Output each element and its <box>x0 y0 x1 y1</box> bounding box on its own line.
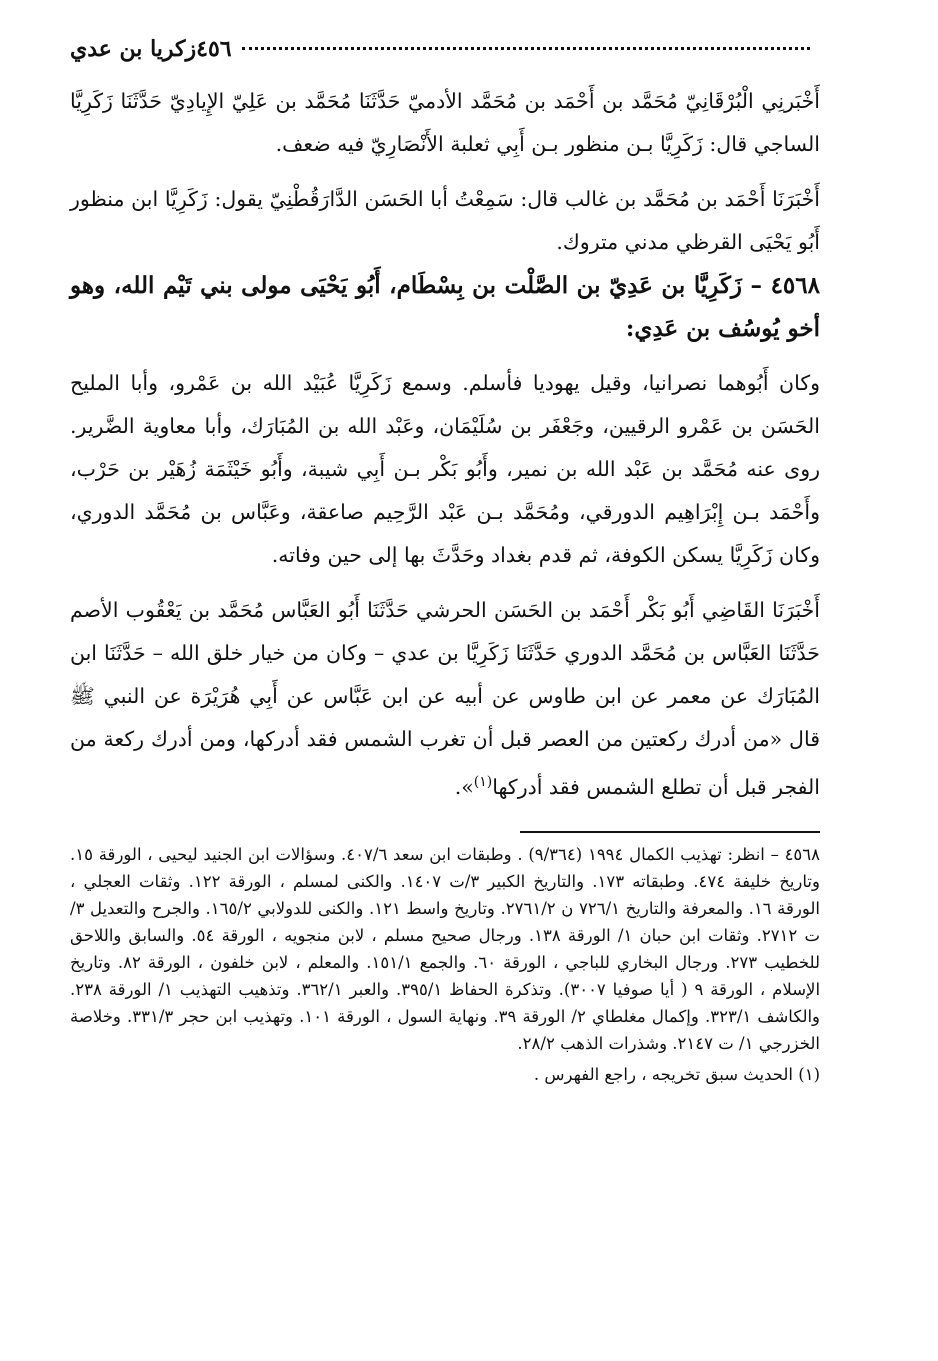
footnotes <box>70 841 820 1088</box>
page-header <box>70 36 820 80</box>
footnote-hadith: (١) الحديث سبق تخريجه ، راجع الفهرس . <box>533 1064 820 1084</box>
paragraph-4-end: ». <box>454 774 474 799</box>
paragraph-1: أَخْبَرنِي الْبُرْقَانِيّ مُحَمَّد بن أَحْمَد بن مُحَمَّد الأدميّ حَدَّثَنَا مُحَمَّد بن عَلِيّ الإِيادِيّ حَدَّثَنَا زَكَرِيَّا الساجي قال: زَكَرِيَّا بـن منظور بـن أَبِي ثعلبة الأَنْصَارِيّ فيه ضعف. <box>70 89 820 156</box>
entry-heading: ٤٥٦٨ – زَكَرِيَّا بن عَدِيّ بن الصَّلْت بن بِسْطَام، أَبُو يَحْيَى مولى بني تَيْم الله، وهو أخو يُوسُف بن عَدِي: <box>70 272 820 342</box>
page-number: ٤٥٦ <box>196 36 232 62</box>
paragraph-4 <box>70 589 820 809</box>
footnote-reference: (١) <box>473 774 493 790</box>
paragraph-3: وكان أَبُوهما نصرانيا، وقيل يهوديا فأسلم. وسمع زَكَرِيَّا عُبَيْد الله بن عَمْرو، وأبا المليح الحَسَن بن عَمْرو الرقيين، وجَعْفَر بن سُلَيْمَان، وعَبْد الله بن المُبَارَك، وأبا معاوية الضَّرير. روى عنه مُحَمَّد بن عَبْد الله بن نمير، وأَبُو بَكْر بـن أَبِي شيبة، وأَبُو خَيْثَمَة زُهَيْر بن حَرْب، وأَحْمَد بـن إِبْرَاهِيم الدورقي، ومُحَمَّد بـن عَبْد الرَّحِيم صاعقة، وعَبَّاس بن مُحَمَّد الدوري، وكان زَكَرِيَّا يسكن الكوفة، ثم قدم بغداد وحَدَّثَ بها إلى حين وفاته. <box>70 371 820 567</box>
footnote-entry-sources: ٤٥٦٨ – انظر: تهذيب الكمال ١٩٩٤ (٩/٣٦٤) . وطبقات ابن سعد ٤٠٧/٦. وسؤالات ابن الجنيد ليحيى ، الورقة ١٥. وتاريخ خليفة ٤٧٤. وطبقاته ١٧٣. والتاريخ الكبير ٣/ت ١٤٠٧. والكنى لمسلم ، الورقة ١٢٢. وثقات العجلي ، الورقة ١٦. والمعرفة والتاريخ ٧٢٦/١ ن ٢٧٦١/٢. وتاريخ واسط ١٢١. والكنى للدولابي ١٦٥/٢. والجرح والتعديل ٣/ ت ٢٧١٢. وثقات ابن حبان ١/ الورقة ١٣٨. ورجال صحيح مسلم ، لابن منجويه ، الورقة ٥٤. والسابق واللاحق للخطيب ٢٧٣. ورجال البخاري للباجي ، الورقة ٦٠. والجمع ١٥١/١. والمعلم ، لابن خلفون ، الورقة ٨٢. وتاريخ الإسلام ، الورقة ٩ ( أيا صوفيا ٣٠٠٧). وتذكرة الحفاظ ٣٩٥/١. والعبر ٣٦٢/١. وتذهيب التهذيب ١/ الورقة ٢٣٨. والكاشف ٣٢٣/١. وإكمال مغلطاي ٢/ الورقة ٣٩. ونهاية السول ، الورقة ١٠١. وتهذيب ابن حجر ٣٣١/٣. وخلاصة الخزرجي ١/ ت ٢١٤٧. وشذرات الذهب ٢٨/٢. <box>70 844 821 1053</box>
footnote-separator <box>520 831 820 833</box>
paragraph-4-text: أَخْبَرَنَا القَاضِي أَبُو بَكْر أَحْمَد بن الحَسَن الحرشي حَدَّثَنَا أَبُو العَبَّاس مُحَمَّد بن يَعْقُوب الأصم حَدَّثَنَا العَبَّاس بن مُحَمَّد الدوري حَدَّثَنَا زَكَرِيَّا بن عدي – وكان من خيار خلق الله – حَدَّثَنَا ابن المُبَارَك عن معمر عن ابن طاوس عن أبيه عن ابن عَبَّاس عن أَبِي هُرَيْرَة عن النبي ﷺ قال «من أدرك ركعتين من العصر قبل أن تغرب الشمس فقد أدركها، ومن أدرك ركعة من الفجر قبل أن تطلع الشمس فقد أدركها <box>70 598 820 799</box>
paragraph-2: أَخْبَرَنَا أَحْمَد بن مُحَمَّد بن غالب قال: سَمِعْتُ أبا الحَسَن الدَّارَقُطْنِيّ يقول: زَكَرِيَّا ابن منظور أَبُو يَحْيَى القرظي مدني متروك. <box>70 187 820 254</box>
running-title: زكريا بن عدي <box>70 36 197 62</box>
header-dot-leader <box>242 47 810 50</box>
main-text <box>70 80 820 809</box>
